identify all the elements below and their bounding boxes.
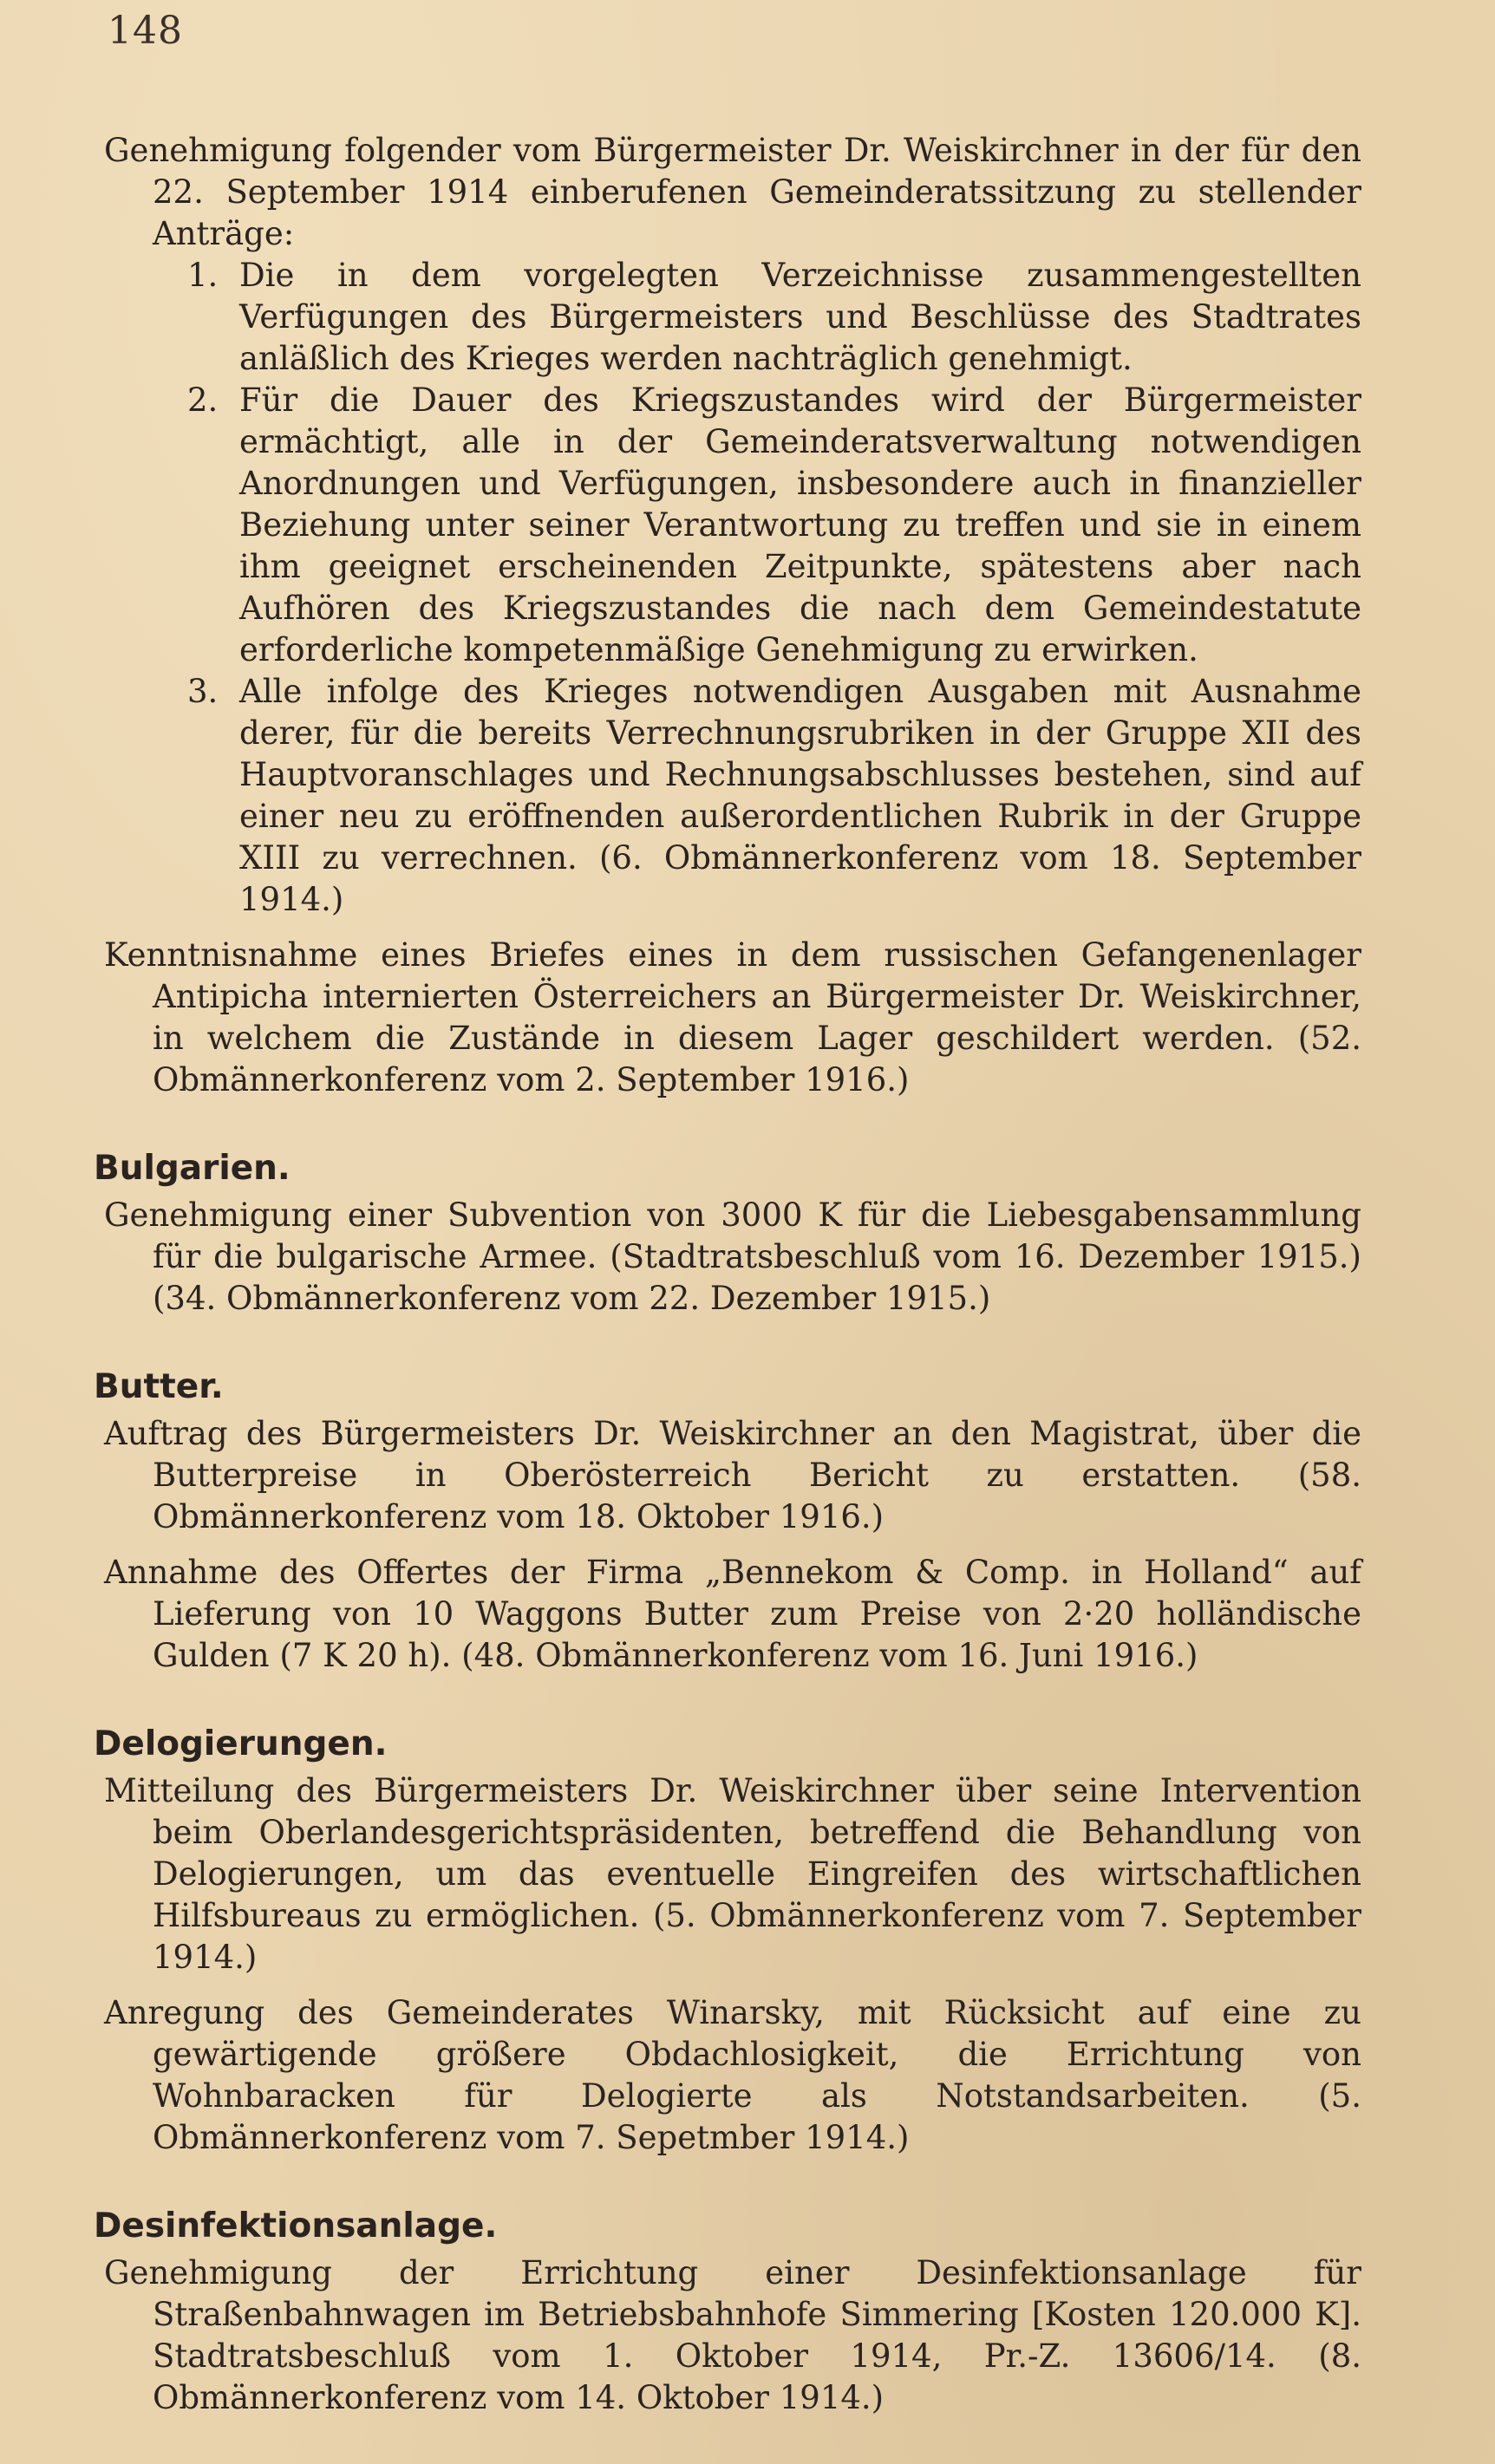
entry-paragraph: Mitteilung des Bürgermeisters Dr. Weiskirchner über seine Intervention beim Oberlandesgerichtspräsidenten, betreffend die Behandlung von Delogierungen, um das eventuelle Eingreifen des wirtschaftlichen Hilfsbureaus zu ermöglichen. (5. Obmännerkonferenz vom 7. September 1914.) bbox=[104, 1772, 1361, 1976]
section-delogierungen bbox=[94, 1722, 1361, 2159]
list-text: Die in dem vorgelegten Verzeichnisse zusammengestellten Verfügungen des Bürgermeisters und Beschlüsse des Stadtrates anläßlich des Krieges werden nachträglich genehmigt. bbox=[239, 257, 1361, 377]
section-butter bbox=[94, 1365, 1361, 1677]
entry-paragraph: Anregung des Gemeinderates Winarsky, mit Rücksicht auf eine zu gewärtigende größere Obdachlosigkeit, die Errichtung von Wohnbaracken für Delogierte als Notstandsarbeiten. (5. Obmännerkonferenz vom 7. Sepetmber 1914.) bbox=[104, 1994, 1361, 2156]
entry-paragraph: Kenntnisnahme eines Briefes eines in dem russischen Gefangenenlager Antipicha internierten Österreichers an Bürgermeister Dr. Weiskirchner, in welchem die Zustände in diesem Lager geschildert werden. (52. Obmännerkonferenz vom 2. September 1916.) bbox=[104, 936, 1361, 1098]
entry-paragraph: Genehmigung der Errichtung einer Desinfektionsanlage für Straßenbahnwagen im Betriebsbahnhofe Simmering [Kosten 120.000 K]. Stadtratsbeschluß vom 1. Oktober 1914, Pr.-Z. 13606/14. (8. Obmännerkonferenz vom 14. Oktober 1914.) bbox=[104, 2254, 1361, 2416]
list-item bbox=[104, 671, 1361, 921]
section-heading: Butter. bbox=[94, 1367, 224, 1406]
entry-paragraph: Annahme des Offertes der Firma „Bennekom & Comp. in Holland“ auf Lieferung von 10 Waggons Butter zum Preise von 2·20 holländische Gulden (7 K 20 h). (48. Obmännerkonferenz vom 16. Juni 1916.) bbox=[104, 1554, 1361, 1674]
page-body bbox=[94, 130, 1361, 2433]
section-desinfektionsanlage bbox=[94, 2204, 1361, 2419]
list-text: Alle infolge des Krieges notwendigen Ausgaben mit Ausnahme derer, für die bereits Verrechnungsrubriken in der Gruppe XII des Hauptvoranschlages und Rechnungsabschlusses bestehen, sind auf einer neu zu eröffnenden außerordentlichen Rubrik in der Gruppe XIII zu verrechnen. (6. Obmännerkonferenz vom 18. September 1914.) bbox=[239, 673, 1361, 918]
section-heading: Bulgarien. bbox=[94, 1149, 291, 1188]
section-heading: Desinfektionsanlage. bbox=[94, 2207, 498, 2246]
entry-paragraph: Genehmigung einer Subvention von 3000 K für die Liebesgabensammlung für die bulgarische Armee. (Stadtratsbeschluß vom 16. Dezember 1915.) (34. Obmännerkonferenz vom 22. Dezember 1915.) bbox=[104, 1196, 1361, 1317]
page-number: 148 bbox=[108, 9, 183, 53]
list-text: Für die Dauer des Kriegszustandes wird der Bürgermeister ermächtigt, alle in der Gemeinderatsverwaltung notwendigen Anordnungen und Verfügungen, insbesondere auch in finanzieller Beziehung unter seiner Verantwortung zu treffen und sie in einem ihm geeignet erscheinenden Zeitpunkte, spätestens aber nach Aufhören des Kriegszustandes die nach dem Gemeindestatute erforderliche kompetenmäßige Genehmigung zu erwirken. bbox=[239, 381, 1361, 668]
section-heading: Delogierungen. bbox=[94, 1724, 388, 1763]
list-item bbox=[104, 380, 1361, 671]
list-number: 2. bbox=[187, 381, 219, 419]
intro-paragraph: Genehmigung folgender vom Bürgermeister Dr. Weiskirchner in der für den 22. September 1914 einberufenen Gemeinderatssitzung zu stellender Anträge: bbox=[104, 132, 1361, 252]
list-item bbox=[104, 255, 1361, 380]
entry-paragraph: Auftrag des Bürgermeisters Dr. Weiskirchner an den Magistrat, über die Butterpreise in Oberösterreich Bericht zu erstatten. (58. Obmännerkonferenz vom 18. Oktober 1916.) bbox=[104, 1415, 1361, 1535]
section-bulgarien bbox=[94, 1146, 1361, 1320]
numbered-list bbox=[104, 255, 1361, 921]
list-number: 1. bbox=[187, 257, 219, 294]
list-number: 3. bbox=[187, 673, 219, 710]
